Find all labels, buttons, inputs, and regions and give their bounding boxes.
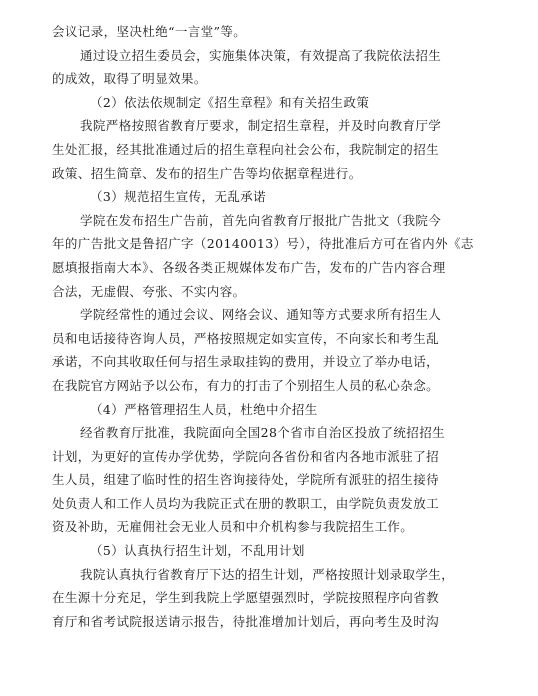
text-line: 资及补助，无雇佣社会无业人员和中介机构参与我院招生工作。 (52, 519, 414, 535)
text-line: 会议记录，坚决杜绝“一言堂”等。 (52, 24, 247, 39)
text-line: 计划，为更好的宣传办学优势，学院向各省份和省内各地市派驻了招 (52, 448, 440, 464)
text-line: 在我院官方网站予以公布，有力的打击了个别招生人员的私心杂念。 (52, 377, 440, 393)
text-line: 处负责人和工作人员均为我院正式在册的教职工，由学院负责发放工 (52, 495, 440, 511)
text-line: 我院认真执行省教育厅下达的招生计划，严格按照计划录取学生， (80, 566, 455, 582)
text-line: 学院在发布招生广告前，首先向省教育厅报批广告批文（我院今 (80, 212, 442, 228)
text-line: 在生源十分充足，学生到我院上学愿望强烈时，学院按照程序向省教 (52, 590, 440, 606)
text-line: 经省教育厅批准，我院面向全国28个省市自治区投放了统招招生 (80, 425, 446, 441)
text-line: 年的广告批文是鲁招广字（20140013）号），待批准后方可在省内外《志 (52, 236, 474, 252)
text-line: 生人员，组建了临时性的招生咨询接待处，学院所有派驻的招生接待 (52, 472, 440, 488)
text-line: 学院经常性的通过会议、网络会议、通知等方式要求所有招生人 (80, 307, 442, 323)
section-heading: （4）严格管理招生人员，杜绝中介招生 (90, 401, 318, 417)
section-heading: （2）依法依规制定《招生章程》和有关招生政策 (90, 94, 370, 110)
text-line: 员和电话接待咨询人员，严格按照规定如实宣传，不向家长和考生乱 (52, 330, 440, 346)
text-line: 我院严格按照省教育厅要求，制定招生章程，并及时向教育厅学 (80, 118, 442, 134)
text-line: 政策、招生简章、发布的招生广告等均依据章程进行。 (52, 165, 362, 181)
text-line: 育厅和省考试院报送请示报告，待批准增加计划后，再向考生及时沟 (52, 613, 440, 629)
text-line: 生处汇报，经其批准通过后的招生章程向社会公布，我院制定的招生 (52, 141, 440, 157)
text-line: 合法，无虚假、夸张、不实内容。 (52, 283, 246, 299)
text-line: 承诺，不向其收取任何与招生录取挂钩的费用，并设立了举办电话， (52, 354, 440, 370)
text-line: 愿填报指南大本》、各级各类正规媒体发布广告，发布的广告内容合理 (52, 259, 446, 275)
text-line: 的成效，取得了明显效果。 (52, 71, 207, 87)
section-heading: （5）认真执行招生计划，不乱用计划 (90, 543, 305, 559)
section-heading: （3）规范招生宣传，无乱承诺 (90, 189, 267, 205)
text-line: 通过设立招生委员会，实施集体决策，有效提高了我院依法招生 (80, 47, 442, 63)
